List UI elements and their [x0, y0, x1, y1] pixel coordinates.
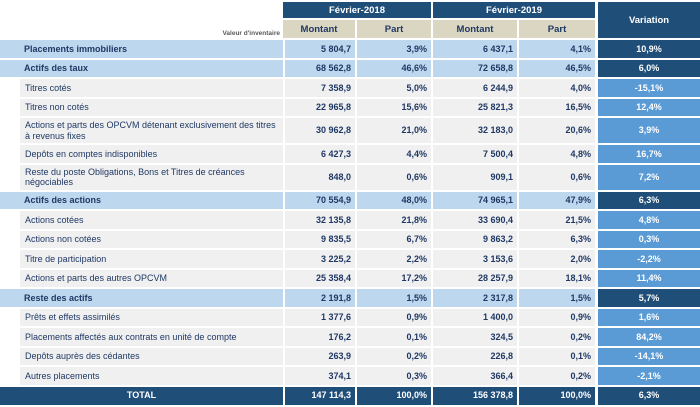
category-row: [0, 40, 700, 60]
row-label: Depôts auprès des cédantes: [20, 348, 283, 368]
amount-2019-cell: 366,4: [431, 367, 517, 387]
row-indent: [0, 165, 20, 192]
row-label: Titres cotés: [20, 79, 283, 99]
variation-cell: 5,7%: [595, 289, 700, 309]
amount-2018-cell: 2 191,8: [283, 289, 355, 309]
share-2018-cell: 0,2%: [355, 348, 431, 368]
amount-2018-cell: 1 377,6: [283, 309, 355, 329]
amount-2018-cell: 22 965,8: [283, 99, 355, 119]
amount-2019-cell: 909,1: [431, 165, 517, 192]
share-2019-cell: 0,2%: [517, 367, 595, 387]
amount-2019-cell: 6 437,1: [431, 40, 517, 60]
row-label: Actions et parts des autres OPCVM: [20, 270, 283, 290]
share-2019-cell: 4,1%: [517, 40, 595, 60]
share-2019-cell: 100,0%: [517, 387, 595, 407]
row-label: Actions cotées: [20, 211, 283, 231]
category-row: [0, 60, 700, 80]
row-indent: [0, 211, 20, 231]
amount-2018-cell: 176,2: [283, 328, 355, 348]
share-2019-cell: 0,2%: [517, 328, 595, 348]
row-label: Actifs des actions: [20, 192, 283, 212]
share-2019-cell: 46,5%: [517, 60, 595, 80]
variation-cell: 6,3%: [595, 387, 700, 407]
amount-2019-cell: 9 863,2: [431, 231, 517, 251]
amount-2019-cell: 2 317,8: [431, 289, 517, 309]
sub-row: [0, 145, 700, 165]
row-indent: [0, 270, 20, 290]
share-2019-cell: 47,9%: [517, 192, 595, 212]
share-2019-cell: 16,5%: [517, 99, 595, 119]
share-2019-cell: 4,8%: [517, 145, 595, 165]
share-2018-cell: 5,0%: [355, 79, 431, 99]
row-label: Titre de participation: [20, 250, 283, 270]
row-indent: [0, 367, 20, 387]
share-2018-cell: 15,6%: [355, 99, 431, 119]
amount-2019-cell: 7 500,4: [431, 145, 517, 165]
sub-row: [0, 211, 700, 231]
row-indent: [0, 250, 20, 270]
variation-cell: 84,2%: [595, 328, 700, 348]
row-label: Titres non cotés: [20, 99, 283, 119]
share-2019-cell: 0,6%: [517, 165, 595, 192]
row-indent: [0, 289, 20, 309]
share-2019-cell: 6,3%: [517, 231, 595, 251]
subheader-montant-2018: Montant: [283, 20, 355, 40]
amount-2019-cell: 33 690,4: [431, 211, 517, 231]
amount-2018-cell: 147 114,3: [283, 387, 355, 407]
variation-cell: -2,1%: [595, 367, 700, 387]
share-2019-cell: 20,6%: [517, 118, 595, 145]
row-label: Prêts et effets assimilés: [20, 309, 283, 329]
amount-2019-cell: 324,5: [431, 328, 517, 348]
variation-cell: 7,2%: [595, 165, 700, 192]
row-indent: [0, 231, 20, 251]
sub-row: [0, 270, 700, 290]
amount-2019-cell: 32 183,0: [431, 118, 517, 145]
row-label: Autres placements: [20, 367, 283, 387]
variation-cell: 6,0%: [595, 60, 700, 80]
amount-2018-cell: 25 358,4: [283, 270, 355, 290]
variation-cell: 4,8%: [595, 211, 700, 231]
share-2018-cell: 2,2%: [355, 250, 431, 270]
amount-2019-cell: 226,8: [431, 348, 517, 368]
row-label: Reste des actifs: [20, 289, 283, 309]
table-header: [0, 2, 700, 40]
share-2018-cell: 0,9%: [355, 309, 431, 329]
row-indent: [0, 40, 20, 60]
amount-2018-cell: 30 962,8: [283, 118, 355, 145]
variation-cell: 3,9%: [595, 118, 700, 145]
column-header-variation: Variation: [595, 2, 700, 40]
row-indent: [0, 192, 20, 212]
amount-2019-cell: 156 378,8: [431, 387, 517, 407]
category-row: [0, 289, 700, 309]
amount-2018-cell: 263,9: [283, 348, 355, 368]
amount-2019-cell: 74 965,1: [431, 192, 517, 212]
sub-row: [0, 231, 700, 251]
variation-cell: 6,3%: [595, 192, 700, 212]
column-header-fevrier-2019: Février-2019: [431, 2, 595, 20]
row-label: Reste du poste Obligations, Bons et Titres de créances négociables: [20, 165, 283, 192]
amount-2018-cell: 7 358,9: [283, 79, 355, 99]
share-2018-cell: 0,6%: [355, 165, 431, 192]
sub-row: [0, 79, 700, 99]
amount-2018-cell: 5 804,7: [283, 40, 355, 60]
row-label: Actions non cotées: [20, 231, 283, 251]
row-indent: [0, 60, 20, 80]
amount-2018-cell: 70 554,9: [283, 192, 355, 212]
amount-2018-cell: 68 562,8: [283, 60, 355, 80]
share-2018-cell: 4,4%: [355, 145, 431, 165]
amount-2019-cell: 3 153,6: [431, 250, 517, 270]
sub-row: [0, 348, 700, 368]
total-row: [0, 387, 700, 407]
variation-cell: 12,4%: [595, 99, 700, 119]
sub-row: [0, 118, 700, 145]
row-label: Placements affectés aux contrats en unité de compte: [20, 328, 283, 348]
share-2018-cell: 48,0%: [355, 192, 431, 212]
subheader-part-2019: Part: [517, 20, 595, 40]
share-2018-cell: 0,3%: [355, 367, 431, 387]
row-indent: [0, 145, 20, 165]
variation-cell: 0,3%: [595, 231, 700, 251]
variation-cell: -14,1%: [595, 348, 700, 368]
share-2018-cell: 100,0%: [355, 387, 431, 407]
table-body: [0, 40, 700, 407]
subheader-part-2018: Part: [355, 20, 431, 40]
sub-row: [0, 328, 700, 348]
share-2018-cell: 3,9%: [355, 40, 431, 60]
share-2018-cell: 0,1%: [355, 328, 431, 348]
sub-row: [0, 250, 700, 270]
share-2018-cell: 46,6%: [355, 60, 431, 80]
sub-row: [0, 367, 700, 387]
share-2018-cell: 17,2%: [355, 270, 431, 290]
variation-cell: -15,1%: [595, 79, 700, 99]
share-2019-cell: 2,0%: [517, 250, 595, 270]
share-2019-cell: 1,5%: [517, 289, 595, 309]
sub-row: [0, 309, 700, 329]
share-2019-cell: 18,1%: [517, 270, 595, 290]
share-2018-cell: 1,5%: [355, 289, 431, 309]
share-2018-cell: 6,7%: [355, 231, 431, 251]
amount-2019-cell: 72 658,8: [431, 60, 517, 80]
row-indent: [0, 328, 20, 348]
amount-2018-cell: 32 135,8: [283, 211, 355, 231]
amount-2018-cell: 6 427,3: [283, 145, 355, 165]
row-label: TOTAL: [0, 387, 283, 407]
row-indent: [0, 79, 20, 99]
share-2019-cell: 21,5%: [517, 211, 595, 231]
amount-2018-cell: 374,1: [283, 367, 355, 387]
share-2018-cell: 21,0%: [355, 118, 431, 145]
row-indent: [0, 118, 20, 145]
corner-note: Valeur d'inventaire: [222, 30, 280, 37]
share-2019-cell: 4,0%: [517, 79, 595, 99]
share-2019-cell: 0,1%: [517, 348, 595, 368]
row-label: Placements immobiliers: [20, 40, 283, 60]
amount-2018-cell: 848,0: [283, 165, 355, 192]
column-header-fevrier-2018: Février-2018: [283, 2, 431, 20]
variation-cell: 16,7%: [595, 145, 700, 165]
share-2019-cell: 0,9%: [517, 309, 595, 329]
row-indent: [0, 99, 20, 119]
subheader-montant-2019: Montant: [431, 20, 517, 40]
row-indent: [0, 348, 20, 368]
row-label: Depôts en comptes indisponibles: [20, 145, 283, 165]
corner-cell: [0, 2, 283, 40]
share-2018-cell: 21,8%: [355, 211, 431, 231]
category-row: [0, 192, 700, 212]
amount-2018-cell: 9 835,5: [283, 231, 355, 251]
row-label: Actions et parts des OPCVM détenant exclusivement des titres à revenus fixes: [20, 118, 283, 145]
amount-2019-cell: 28 257,9: [431, 270, 517, 290]
variation-cell: 1,6%: [595, 309, 700, 329]
amount-2018-cell: 3 225,2: [283, 250, 355, 270]
row-indent: [0, 309, 20, 329]
sub-row: [0, 99, 700, 119]
variation-cell: 11,4%: [595, 270, 700, 290]
amount-2019-cell: 1 400,0: [431, 309, 517, 329]
row-label: Actifs des taux: [20, 60, 283, 80]
variation-cell: -2,2%: [595, 250, 700, 270]
amount-2019-cell: 25 821,3: [431, 99, 517, 119]
amount-2019-cell: 6 244,9: [431, 79, 517, 99]
variation-cell: 10,9%: [595, 40, 700, 60]
sub-row: [0, 165, 700, 192]
